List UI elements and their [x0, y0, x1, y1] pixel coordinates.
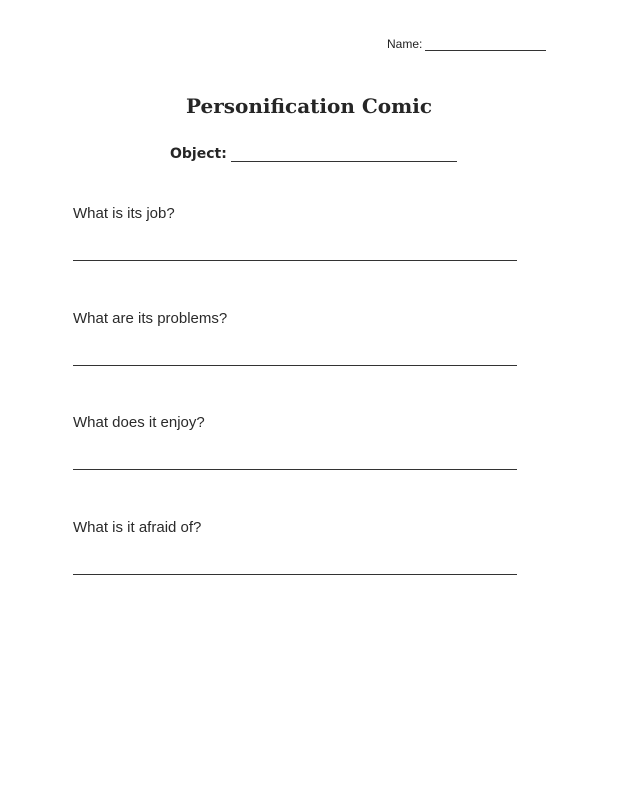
question-enjoy: What does it enjoy?: [73, 414, 205, 431]
answer-line-enjoy: [73, 469, 517, 470]
question-problems: What are its problems?: [73, 310, 228, 327]
question-afraid: What is it afraid of?: [73, 519, 202, 536]
worksheet-title: Personification Comic: [185, 94, 433, 118]
object-label: Object:: [170, 146, 227, 162]
object-field: [170, 146, 457, 162]
object-blank-line: [231, 147, 457, 162]
answer-line-job: [73, 260, 517, 261]
question-job: What is its job?: [73, 205, 175, 222]
name-blank-line: [425, 38, 546, 51]
answer-line-problems: [73, 365, 517, 366]
name-field: [387, 37, 546, 51]
answer-line-afraid: [73, 574, 517, 575]
name-label: Name:: [387, 37, 423, 51]
